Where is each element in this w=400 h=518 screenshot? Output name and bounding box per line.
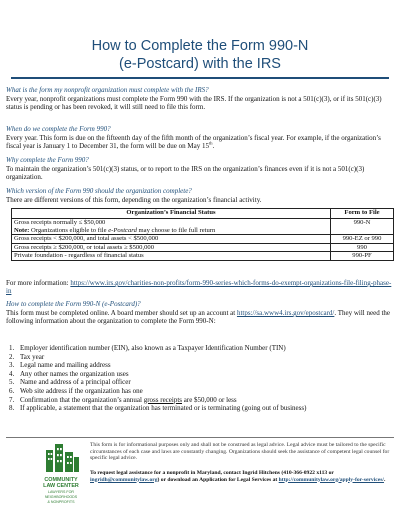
question-form: What is the form my nonprofit organization must complete with the IRS? bbox=[6, 86, 209, 94]
table-row bbox=[12, 219, 394, 235]
title-rule bbox=[11, 77, 389, 79]
document-title-line-1: How to Complete the Form 990-N bbox=[91, 38, 309, 54]
table-note: Note: Organizations eligible to file e-Postcard may choose to file full return bbox=[14, 226, 216, 234]
form-status-table bbox=[11, 208, 394, 261]
question-which: Which version of the Form 990 should the organization complete? bbox=[6, 187, 192, 195]
logo-line-2: LAW CENTER bbox=[43, 483, 79, 489]
footer-divider bbox=[6, 437, 394, 438]
answer-why: To maintain the organization’s 501(c)(3) status, or to report to the IRS on the organization’s finances even if it is not a 501(c)(3) organization. bbox=[6, 165, 365, 182]
table-cell-status: Private foundation - regardless of financial status bbox=[12, 252, 331, 261]
logo-line-5: & NONPROFITS bbox=[47, 500, 75, 504]
list-item: 8. If applicable, a statement that the organization has terminated or is terminating (going out of business) bbox=[9, 404, 307, 413]
list-item: 2. Tax year bbox=[9, 352, 45, 361]
question-why: Why complete the Form 990? bbox=[6, 156, 89, 164]
logo-line-4: NEIGHBORHOODS bbox=[44, 495, 78, 499]
community-law-center-logo bbox=[40, 442, 82, 510]
answer-when: Every year. This form is due on the fifteenth day of the fifth month of the organization’s fiscal year. For example, if the organization’s fiscal year is January 1 to December 31, the form will be due on May 15th. bbox=[6, 134, 381, 151]
table-row bbox=[12, 235, 394, 244]
apply-services-link[interactable]: http://communitylaw.org/apply-for-services/ bbox=[278, 476, 384, 483]
table-cell-form: 990 bbox=[331, 243, 394, 252]
more-info: For more information: https://www.irs.gov/charities-non-profits/form-990-series-which-forms-do-exempt-organizations-file-filing-phase-in bbox=[6, 279, 392, 296]
table-row bbox=[12, 252, 394, 261]
list-item: 3. Legal name and mailing address bbox=[9, 361, 111, 370]
answer-form: Every year, nonprofit organizations must complete the Form 990 with the IRS. If the organization is not a 501(c)(3), or if its 501(c)(3) status is pending or has been revoked, it will still need to file this form. bbox=[6, 95, 382, 112]
table-cell-form: 990-EZ or 990 bbox=[331, 235, 394, 244]
table-cell-status: Gross receipts normally ≤ $50,000 Note: Organizations eligible to file e-Postcard may choose to file full return bbox=[12, 219, 331, 235]
table-row bbox=[12, 243, 394, 252]
question-when: When do we complete the Form 990? bbox=[6, 125, 111, 133]
table-cell-form: 990-N bbox=[331, 219, 394, 235]
list-item: 7. Confirmation that the organization’s annual gross receipts are $50,000 or less bbox=[9, 395, 237, 404]
list-item: 6. Web site address if the organization has one bbox=[9, 386, 143, 395]
logo-line-3: LAWYERS FOR bbox=[47, 490, 75, 494]
question-how: How to complete the Form 990-N (e-Postcard)? bbox=[6, 300, 141, 308]
irs-info-link[interactable]: https://www.irs.gov/charities-non-profits/form-990-series-which-forms-do-exempt-organizations-file-filing-phase-in bbox=[6, 279, 392, 296]
list-item: 5. Name and address of a principal officer bbox=[9, 378, 131, 387]
table-cell-form: 990-PF bbox=[331, 252, 394, 261]
answer-how: This form must be completed online. A board member should set up an account at https://sa.www4.irs.gov/epostcard/. They will need the following information about the organization to complete the Form 990-N: bbox=[6, 309, 391, 326]
table-cell-status: Gross receipts < $200,000, and total assets < $500,000 bbox=[12, 235, 331, 244]
list-item: 4. Any other names the organization uses bbox=[9, 369, 129, 378]
footer-assistance: To request legal assistance for a nonprofit in Maryland, contact Ingrid Hitchens (410-366-0922 x113 or ingridh@communitylaw.org) or download an Application for Legal Services at http://communitylaw.org/apply-for-services/. bbox=[90, 470, 386, 483]
email-link[interactable]: ingridh@communitylaw.org bbox=[90, 476, 158, 483]
logo-line-1: COMMUNITY bbox=[44, 477, 78, 483]
required-info-list bbox=[6, 344, 394, 413]
table-header-row bbox=[12, 209, 394, 219]
table-header-form: Form to File bbox=[331, 209, 394, 219]
footer-disclaimer: This form is for informational purposes only and shall not be construed as legal advice. Legal advice must be tailored to the specific circumstances of each case and laws are constantly changing. Organizations should seek the assistance of competent legal counsel for specific legal advice. bbox=[90, 442, 390, 462]
epostcard-link[interactable]: https://sa.www4.irs.gov/epostcard/ bbox=[236, 309, 335, 317]
list-item: 1. Employer identification number (EIN), also known as a Taxpayer Identification Number (TIN) bbox=[9, 344, 286, 352]
answer-which: There are different versions of this form, depending on the organization’s financial activity. bbox=[6, 196, 262, 204]
document-title-line-2: (e-Postcard) with the IRS bbox=[119, 56, 281, 72]
table-header-status: Organization’s Financial Status bbox=[12, 209, 331, 219]
table-cell-status: Gross receipts ≥ $200,000, or total assets ≥ $500,000 bbox=[12, 243, 331, 252]
